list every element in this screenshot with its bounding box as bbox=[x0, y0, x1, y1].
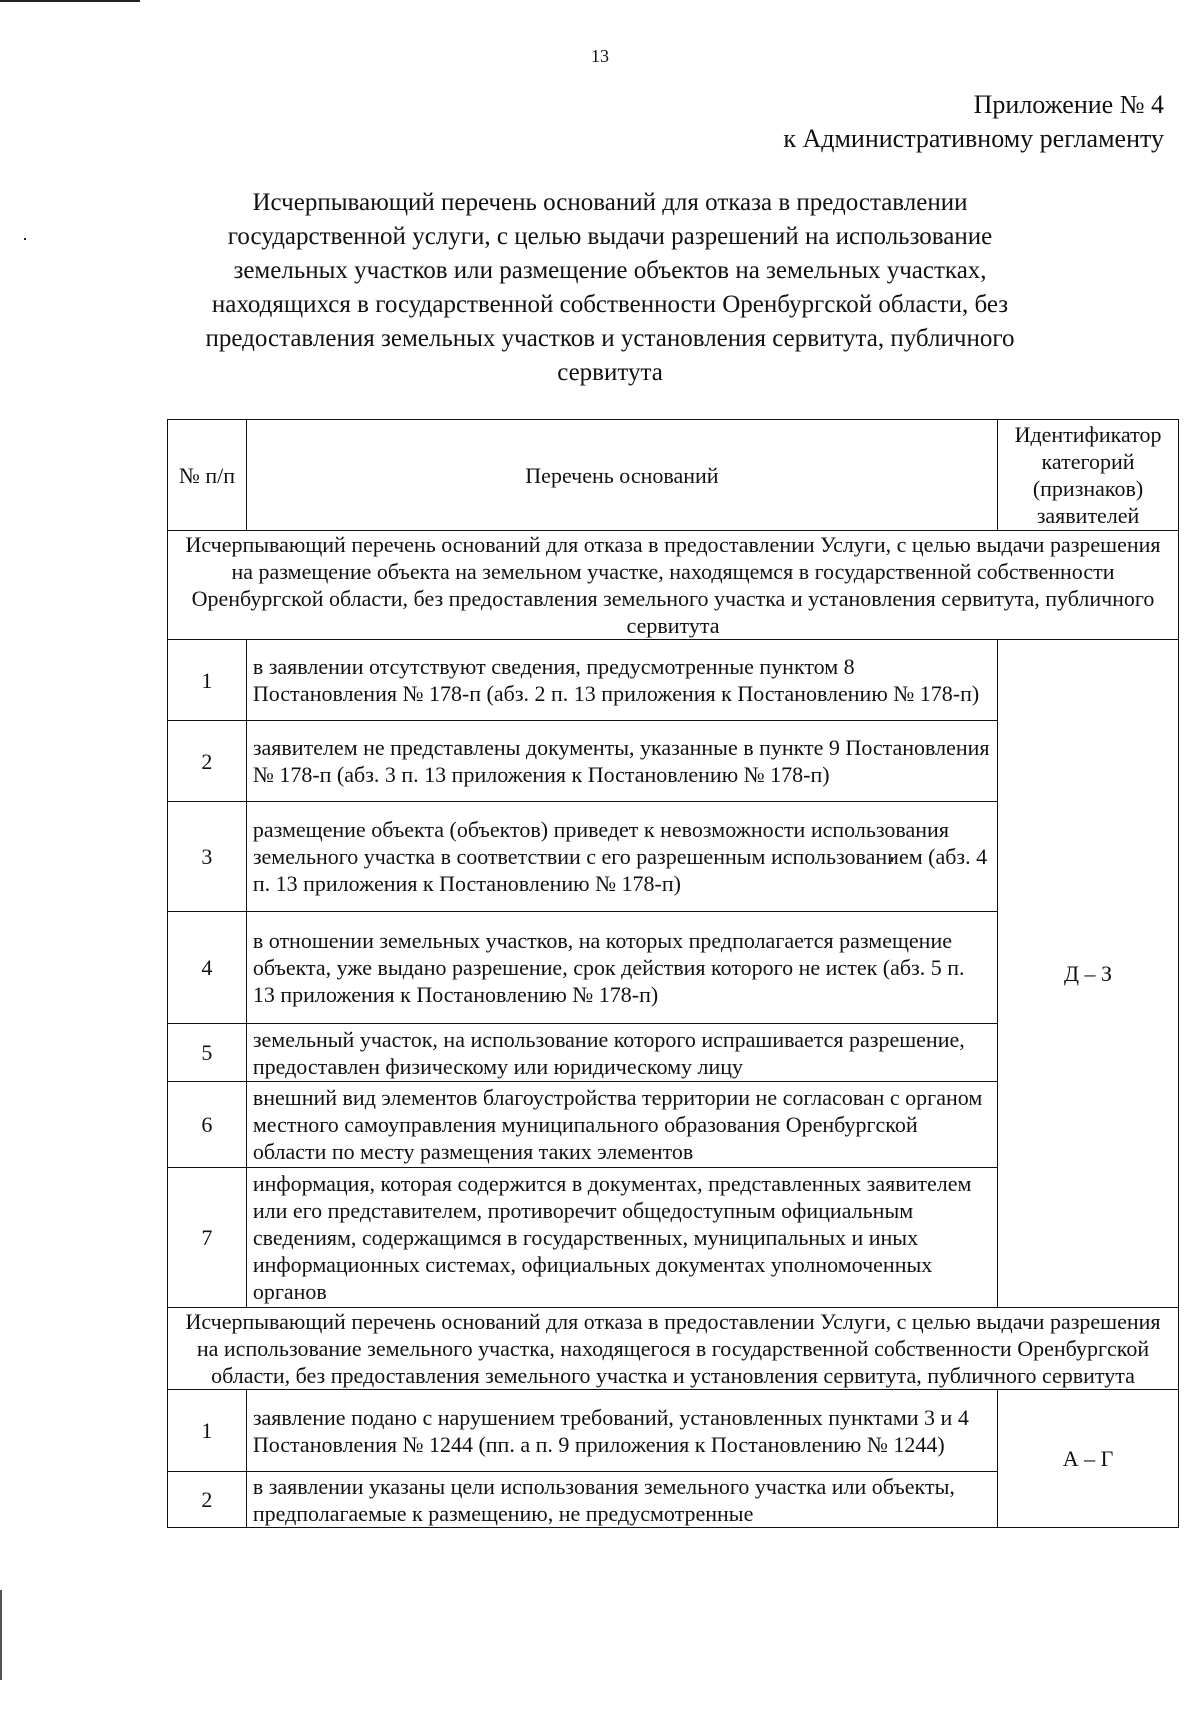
appendix-reference: к Административному регламенту bbox=[783, 124, 1164, 153]
row-number: 3 bbox=[168, 802, 247, 912]
row-number: 5 bbox=[168, 1024, 247, 1082]
section-header-row bbox=[168, 531, 1179, 640]
section-header-row bbox=[168, 1308, 1179, 1390]
row-text: информация, которая содержится в документах, представленных заявителем или его представителем, противоречит общедоступным официальным сведениям, содержащимся в государственных, муниципальных и иных информационных системах, официальных документах уполномоченных органов bbox=[246, 1168, 997, 1308]
row-text: в заявлении отсутствуют сведения, предусмотренные пунктом 8 Постановления № 178-п (абз. 2 п. 13 приложения к Постановлению № 178-п) bbox=[246, 640, 997, 721]
row-text: в заявлении указаны цели использования земельного участка или объекты, предполагаемые к размещению, не предусмотренные bbox=[246, 1472, 997, 1528]
header-number: № п/п bbox=[168, 420, 247, 531]
document-title: Исчерпывающий перечень оснований для отказа в предоставлении государственной услуги, с целью выдачи разрешений на использование земельных участков или размещение объектов на земельных участках, находящихся в государственной собственности Оренбургской области, без предоставления земельных участков и установления сервитута, публичного сервитута bbox=[205, 189, 1015, 386]
category-identifier: А – Г bbox=[998, 1390, 1179, 1528]
row-number: 2 bbox=[168, 1472, 247, 1528]
row-text: в отношении земельных участков, на которых предполагается размещение объекта, уже выдано разрешение, срок действия которого не истек (абз. 5 п. 13 приложения к Постановлению № 178-п) bbox=[246, 912, 997, 1024]
appendix-header bbox=[783, 88, 1164, 156]
row-text: внешний вид элементов благоустройства территории не согласован с органом местного самоуправления муниципального образования Оренбургской области по месту размещения таких элементов bbox=[246, 1082, 997, 1168]
table-row bbox=[168, 1390, 1179, 1472]
grounds-table bbox=[167, 419, 1179, 1528]
row-text: заявление подано с нарушением требований, установленных пунктами 3 и 4 Постановления № 1244 (пп. а п. 9 приложения к Постановлению № 1244) bbox=[246, 1390, 997, 1472]
row-text: заявителем не представлены документы, указанные в пункте 9 Постановления № 178-п (абз. 3 п. 13 приложения к Постановлению № 178-п) bbox=[246, 721, 997, 802]
section-title: Исчерпывающий перечень оснований для отказа в предоставлении Услуги, с целью выдачи разрешения на размещение объекта на земельном участке, находящемся в государственной собственности Оренбургской области, без предоставления земельного участка и установления сервитута, публичного сервитута bbox=[168, 531, 1179, 640]
row-number: 7 bbox=[168, 1168, 247, 1308]
row-text: земельный участок, на использование которого испрашивается разрешение, предоставлен физическому или юридическому лицу bbox=[246, 1024, 997, 1082]
row-number: 1 bbox=[168, 1390, 247, 1472]
scan-speck bbox=[24, 238, 26, 240]
row-number: 2 bbox=[168, 721, 247, 802]
row-number: 4 bbox=[168, 912, 247, 1024]
appendix-number: Приложение № 4 bbox=[973, 90, 1164, 119]
scan-edge-line bbox=[0, 1590, 2, 1680]
scan-edge-line bbox=[0, 0, 140, 2]
category-identifier: Д – З bbox=[998, 640, 1179, 1308]
table-row bbox=[168, 640, 1179, 721]
table-header-row bbox=[168, 420, 1179, 531]
header-category: Идентификатор категорий (признаков) заявителей bbox=[998, 420, 1179, 531]
row-number: 6 bbox=[168, 1082, 247, 1168]
row-number: 1 bbox=[168, 640, 247, 721]
row-text: размещение объекта (объектов) приведет к невозможности использования земельного участка в соответствии с его разрешенным использованием (абз. 4 п. 13 приложения к Постановлению № 178-п) bbox=[246, 802, 997, 912]
page-number: 13 bbox=[591, 46, 609, 66]
header-reasons: Перечень оснований bbox=[246, 420, 997, 531]
section-title: Исчерпывающий перечень оснований для отказа в предоставлении Услуги, с целью выдачи разрешения на использование земельного участка, находящегося в государственной собственности Оренбургской области, без предоставления земельного участка и установления сервитута, публичного сервитута bbox=[168, 1308, 1179, 1390]
